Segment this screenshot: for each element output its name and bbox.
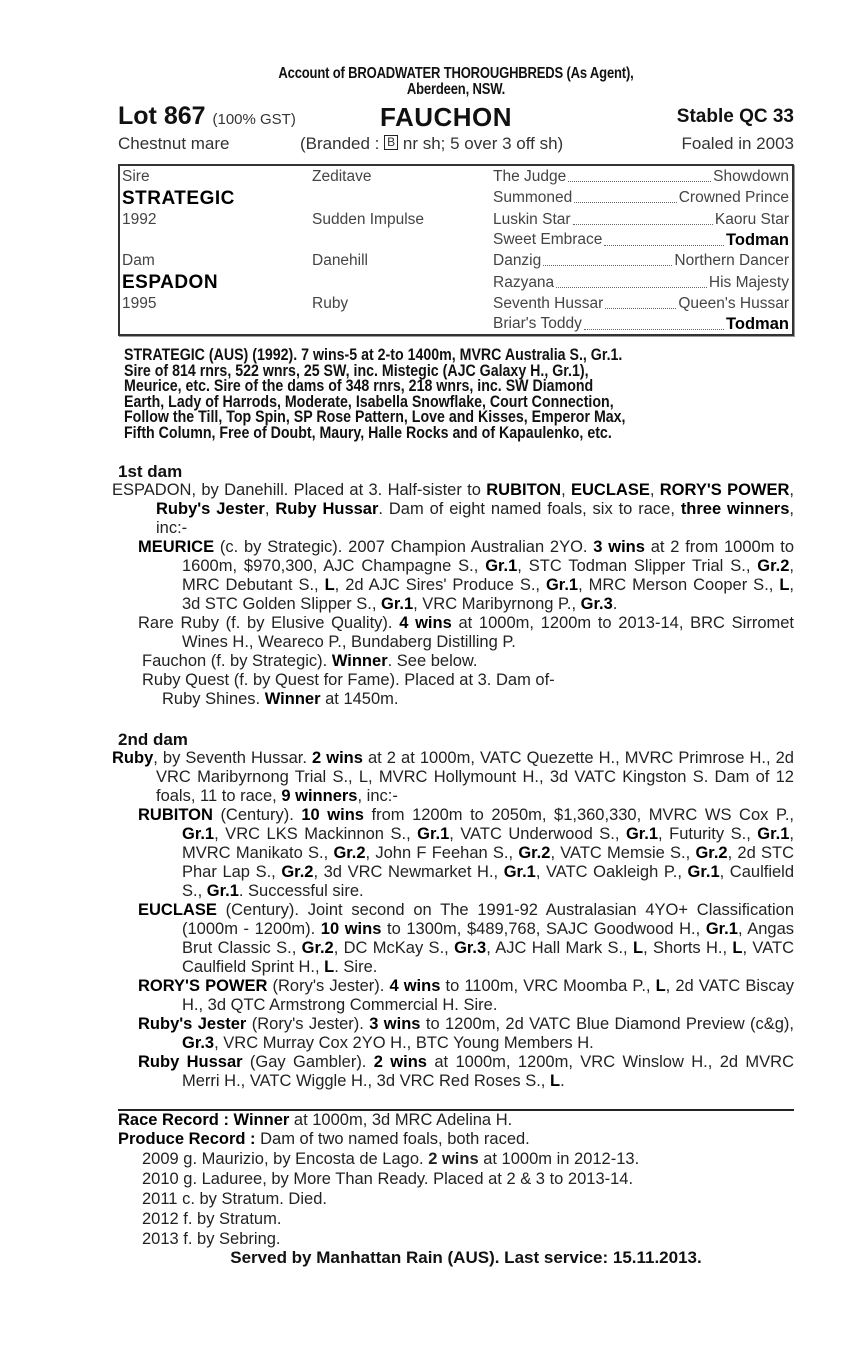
progeny-ruby-shines: Ruby Shines. Winner at 1450m. xyxy=(162,690,399,708)
gen3-row: The Judge Showdown xyxy=(493,168,789,185)
vendor-line-1: Account of BROADWATER THOROUGHBREDS (As Agent), xyxy=(278,65,634,82)
progeny-ruby-hussar: Ruby Hussar (Gay Gambler). 2 wins at 1000m, 1200m, VRC Winslow H., 2d MVRC Merri H., VATC Wiggle H., 3d VRC Red Roses S., L. xyxy=(138,1053,794,1090)
gen3-row: Summoned Crowned Prince xyxy=(493,189,789,206)
brand-prefix: (Branded : xyxy=(300,134,380,153)
progeny-rubiton: RUBITON (Century). 10 wins from 1200m to 2050m, $1,360,330, MVRC WS Cox P., Gr.1, VRC LKS Mackinnon S., Gr.1, VATC Underwood S., Gr.1, Futurity S., Gr.1, MVRC Manikato S., Gr.2, John F Feehan S., Gr.2, VATC Memsie S., Gr.2, 2d STC Phar Lap S., Gr.2, 3d VRC Newmarket H., Gr.1, VATC Oakleigh P., Gr.1, Caulfield S., Gr.1. Successful sire. xyxy=(138,806,795,900)
sire-year: 1992 xyxy=(122,211,157,228)
dam-label: Dam xyxy=(122,252,155,269)
progeny-rorys-power: RORY'S POWER (Rory's Jester). 4 wins to 1100m, VRC Moomba P., L, 2d VATC Biscay H., 3d QTC Armstrong Commercial H. Sire. xyxy=(138,977,795,1014)
progeny-fauchon: Fauchon (f. by Strategic). Winner. See below. xyxy=(142,652,478,670)
progeny-rare-ruby: Rare Ruby (f. by Elusive Quality). 4 wins at 1000m, 1200m to 2013-14, BRC Sirromet Wines H., Weareco P., Bundaberg Distilling P. xyxy=(138,614,794,651)
stable-number: Stable QC 33 xyxy=(676,106,794,127)
colour-sex: Chestnut mare xyxy=(118,134,230,153)
sire-sire: Zeditave xyxy=(312,168,372,185)
vendor-line-2: Aberdeen, NSW. xyxy=(406,81,506,98)
progeny-ruby-quest: Ruby Quest (f. by Quest for Fame). Placed at 3. Dam of- xyxy=(142,671,555,689)
pedigree-table xyxy=(118,164,794,336)
gen3-row: Danzig Northern Dancer xyxy=(493,252,789,269)
second-dam-heading: 2nd dam xyxy=(118,730,188,749)
progeny-euclase: EUCLASE (Century). Joint second on The 1991-92 Australasian 4YO+ Classification (1000m - 1200m). 10 wins to 1300m, $489,768, SAJC Goodwood H., Gr.1, Angas Brut Classic S., Gr.2, DC McKay S., Gr.3, AJC Hall Mark S., L, Shorts H., L, VATC Caulfield Sprint H., L. Sire. xyxy=(138,901,794,976)
sire-name: STRATEGIC xyxy=(122,188,235,209)
horse-info-row xyxy=(118,132,794,160)
gen3-row: Luskin Star Kaoru Star xyxy=(493,211,789,228)
sire-dam: Sudden Impulse xyxy=(312,211,425,228)
brand-description xyxy=(300,134,563,154)
vendor-heading xyxy=(118,66,794,98)
foaled-year: Foaled in 2003 xyxy=(681,134,794,153)
dam-year: 1995 xyxy=(122,295,157,312)
progeny-meurice: MEURICE (c. by Strategic). 2007 Champion Australian 2YO. 3 wins at 2 from 1000m to 1600m, $970,300, AJC Champagne S., Gr.1, STC Todman Slipper Trial S., Gr.2, MRC Debutant S., L, 2d AJC Sires' Produce S., Gr.1, MRC Merson Cooper S., L, 3d STC Golden Slipper S., Gr.1, VRC Maribyrnong P., Gr.3. xyxy=(138,538,795,613)
gst-note: (100% GST) xyxy=(212,111,296,128)
gen3-row: Seventh Hussar Queen's Hussar xyxy=(493,295,789,312)
progeny-rubys-jester: Ruby's Jester (Rory's Jester). 3 wins to 1200m, 2d VATC Blue Diamond Preview (c&g), Gr.3, VRC Murray Cox 2YO H., BTC Young Members H. xyxy=(138,1015,794,1052)
sire-label: Sire xyxy=(122,168,150,185)
produce-record: Produce Record : Dam of two named foals, both raced. xyxy=(118,1130,530,1148)
brand-suffix: nr sh; 5 over 3 off sh) xyxy=(402,134,564,153)
lot-label: Lot 867 xyxy=(118,102,206,130)
produce-item: 2013 f. by Sebring. xyxy=(142,1230,281,1248)
lot-number xyxy=(118,102,296,131)
dam-name: ESPADON xyxy=(122,272,219,293)
produce-item: 2012 f. by Stratum. xyxy=(142,1210,282,1228)
first-dam-intro: ESPADON, by Danehill. Placed at 3. Half-sister to RUBITON, EUCLASE, RORY'S POWER, Ruby's Jester, Ruby Hussar. Dam of eight named foals, six to race, three winners, inc:- xyxy=(112,481,795,537)
produce-item: 2010 g. Laduree, by More Than Ready. Placed at 2 & 3 to 2013-14. xyxy=(142,1170,634,1188)
horse-name: FAUCHON xyxy=(380,102,513,132)
catalogue-page xyxy=(112,65,795,1267)
brand-mark-icon: B xyxy=(384,135,398,150)
produce-item: 2011 c. by Stratum. Died. xyxy=(142,1190,327,1208)
lot-title-row xyxy=(118,102,794,132)
gen3-row: Razyana His Majesty xyxy=(493,274,789,291)
first-dam-heading: 1st dam xyxy=(118,462,183,481)
second-dam-intro: Ruby, by Seventh Hussar. 2 wins at 2 at 1000m, VATC Quezette H., MVRC Primrose H., 2d VRC Maribyrnong Trial S., L, MVRC Hollymount H., 3d VATC Kingston S. Dam of 12 foals, 11 to race, 9 winners, inc:- xyxy=(112,749,794,805)
race-record: Race Record : Winner at 1000m, 3d MRC Adelina H. xyxy=(118,1111,513,1129)
gen3-row: Sweet Embrace Todman xyxy=(493,231,789,249)
dam-sire: Danehill xyxy=(312,252,369,269)
sire-summary: STRATEGIC (AUS) (1992). 7 wins-5 at 2-to 1400m, MVRC Australia S., Gr.1. Sire of 814 rnrs, 522 wnrs, 25 SW, inc. Mistegic (AJC Galaxy H., Gr.1), Meurice, etc. Sire of the dams of 348 rnrs, 218 wnrs, inc. SW Diamond Earth, Lady of Harrods, Moderate, Isabella Snowflake, Court Connection, Follow the Till, Top Spin, SP Rose Pattern, Love and Kisses, Emperor Max, Fifth Column, Free of Doubt, Maury, Halle Rocks and of Kapaulenko, etc. xyxy=(124,346,626,442)
gen3-row: Briar's Toddy Todman xyxy=(493,315,789,333)
dam-dam: Ruby xyxy=(312,295,349,312)
produce-item: 2009 g. Maurizio, by Encosta de Lago. 2 wins at 1000m in 2012-13. xyxy=(142,1150,640,1168)
served-by-note: Served by Manhattan Rain (AUS). Last service: 15.11.2013. xyxy=(230,1248,702,1267)
